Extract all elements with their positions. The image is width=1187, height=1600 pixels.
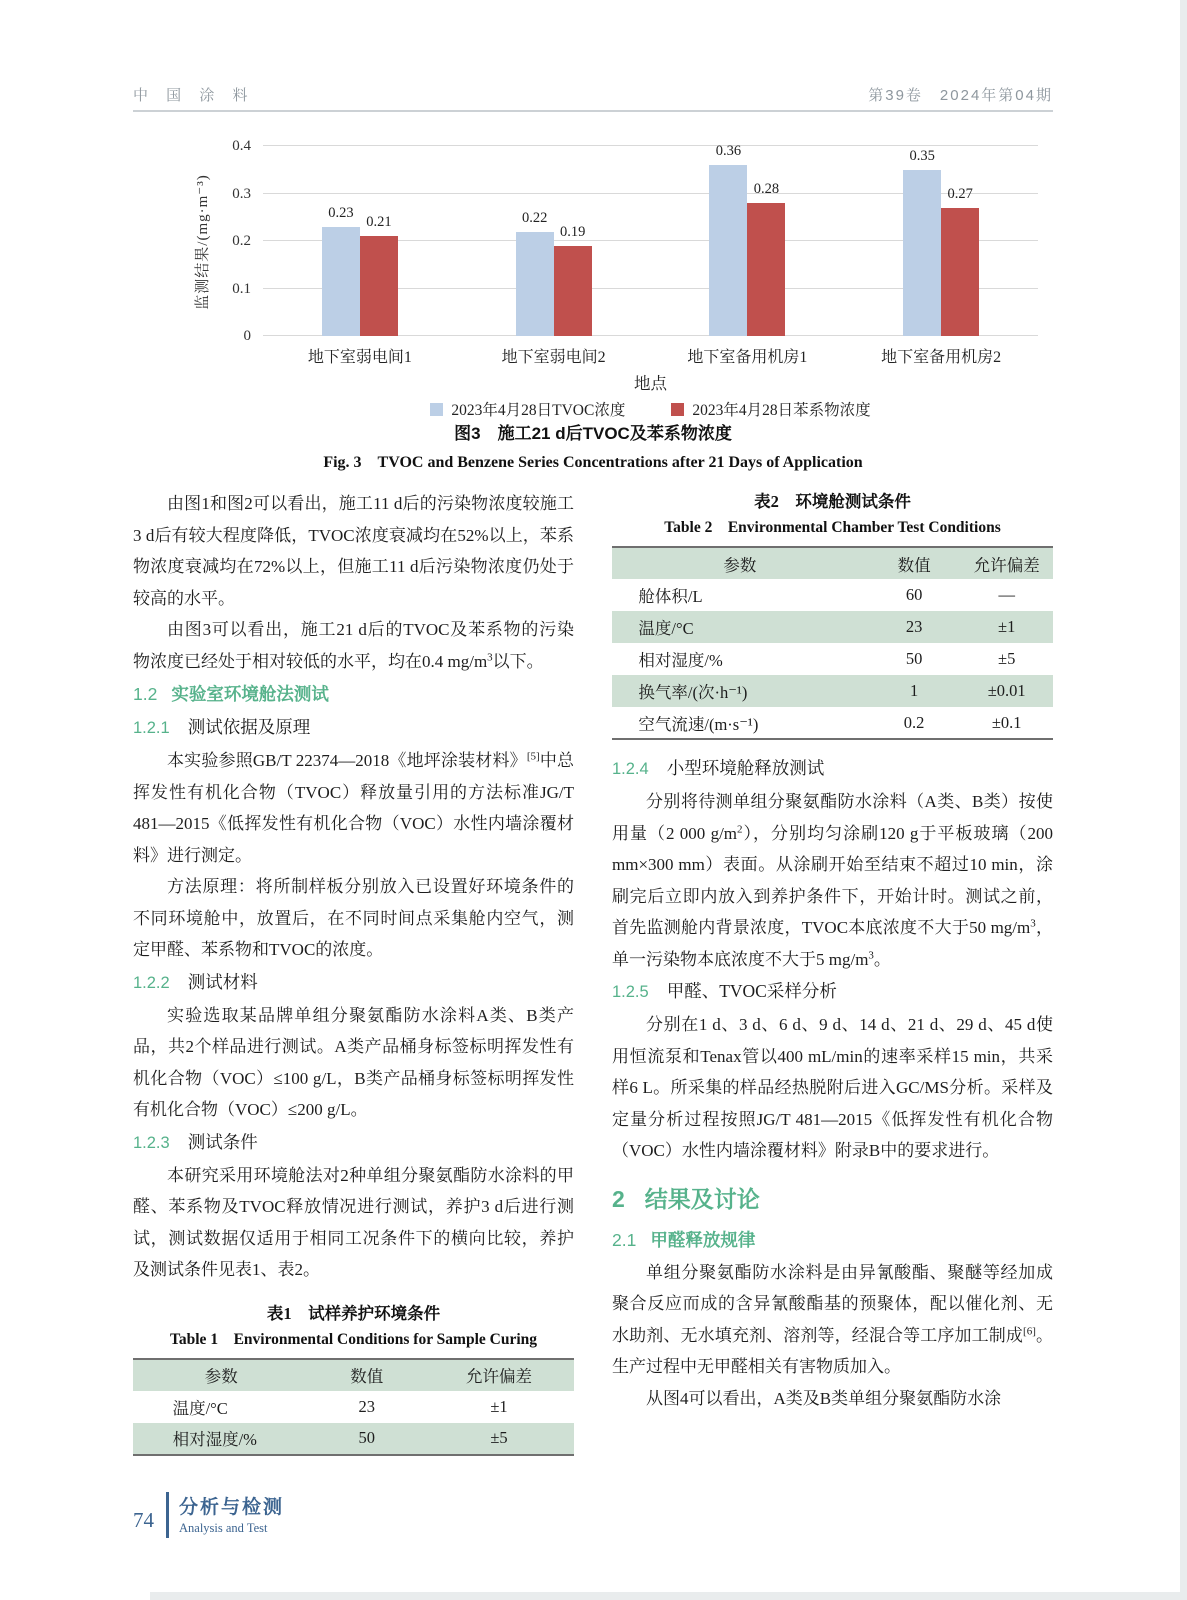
bar-series-1 [322,227,360,336]
paragraph: 从图4可以看出，A类及B类单组分聚氨酯防水涂 [646,1388,1002,1408]
table2 [612,546,1053,740]
x-tick-label: 地下室备用机房1 [687,349,808,366]
chart-y-axis-title: 监测结果/(mg·m⁻³) [195,174,211,310]
table-header-row: 参数 数值 允许偏差 [612,547,1053,579]
bar-value-label: 0.22 [521,209,548,226]
y-tick-label: 0.1 [232,280,251,297]
table2-caption-en: Table 2 Environmental Chamber Test Conditions [664,519,1001,536]
page-footer [133,1492,284,1538]
table-row: 温度/°C 23 ±1 [172,1396,508,1418]
body-columns [133,488,1053,1456]
y-tick-label: 0 [243,328,251,344]
paragraph: 单组分聚氨酯防水涂料是由异氰酸酯、聚醚等经加成聚合反应而成的含异氰酸酯基的预聚体，配以催化剂、无水助剂、无水填充剂、溶剂等，经混合等工序加工制成[6]。生产过程中无甲醛相关有害物质加入。 [612,1262,1054,1376]
paragraph: 由图3可以看出，施工21 d后的TVOC及苯系物的污染物浓度已经处于相对较低的水平，均在0.4 $mg/m^3$以下。 [133,620,574,671]
page-number: 74 [133,1507,154,1532]
bar-value-label: 0.23 [328,204,354,221]
chart-gridline [263,145,1038,146]
legend-swatch-1 [430,403,443,416]
table-row: 相对湿度/% 50 ±5 [133,1423,574,1455]
y-tick-label: 0.2 [232,233,251,249]
table-row: 相对湿度/% 50 ±5 [638,649,1016,670]
bar-series-2 [941,208,979,336]
figure-caption-en: Fig. 3 TVOC and Benzene Series Concentrations after 21 Days of Application [323,454,863,471]
paragraph: 实验选取某品牌单组分聚氨酯防水涂料A类、B类产品，共2个样品进行测试。A类产品桶身标签标明挥发性有机化合物（VOC）≤100 g/L，B类产品桶身标签标明挥发性有机化合物（VOC）≤200 g/L。 [133,1005,574,1119]
table-row: 空气流速/(m·s⁻¹) 0.2 ±0.1 [638,712,1022,734]
paragraph: 本研究采用环境舱法对2种单组分聚氨酯防水涂料的甲醛、苯系物及TVOC释放情况进行测试，养护3 d后进行测试，测试数据仅适用于相同工况条件下的横向比较，养护及测试条件见表1、表2。 [133,1165,574,1279]
bar-value-label: 0.28 [753,181,780,197]
bar-series-2 [747,203,785,336]
section-heading-1-2-1: 1.2.1 测试依据及原理 [133,717,311,737]
chart-x-ticks [263,344,1038,368]
bar-value-label: 0.35 [909,147,935,164]
legend-item [430,398,625,420]
journal-name: 中 国 涂 料 [133,87,255,104]
footer-section-zh: 分析与检测 [179,1496,285,1518]
paragraph: 方法原理：将所制样板分别放入已设置好环境条件的不同环境舱中，放置后，在不同时间点采集舱内空气，测定甲醛、苯系物和TVOC的浓度。 [133,877,574,959]
footer-section [179,1495,284,1536]
bar-value-label: 0.36 [715,143,742,159]
x-tick-label: 地下室弱电间2 [501,349,606,366]
section-heading-1-2-3: 1.2.3 测试条件 [133,1131,258,1152]
section-heading-1-2-4: 1.2.4 小型环境舱释放测试 [612,758,825,778]
left-column [133,488,574,1456]
table-header-row: 参数 数值 允许偏差 [133,1359,574,1391]
paragraph: 由图1和图2可以看出，施工11 d后的污染物浓度较施工3 d后有较大程度降低，TVOC浓度衰减均在52%以上，苯系物浓度衰减均在72%以上，但施工11 d后污染物浓度仍处于较高的水平。 [133,494,574,608]
footer-section-en: Analysis and Test [179,1520,268,1535]
x-tick-label: 地下室备用机房2 [881,349,1002,366]
section-heading-1-2: 1.2 实验室环境舱法测试 [133,684,329,704]
bar-series-2 [360,236,398,336]
chart-plot [195,138,1038,344]
table1-caption-zh: 表1 试样养护环境条件 [266,1303,441,1323]
footer-divider [166,1492,169,1538]
table2-caption-zh: 表2 环境舱测试条件 [754,492,911,511]
section-heading-2-1: 2.1 甲醛释放规律 [612,1229,756,1250]
right-column [612,488,1053,1456]
section-heading-1-2-2: 1.2.2 测试材料 [133,971,258,992]
paragraph: 分别将待测单组分聚氨酯防水涂料（A类、B类）按使用量（2 000 $g/m^2$），分别均匀涂刷120 g于平板玻璃（200 mm×300 mm）表面。从涂刷开始至结束不超过10 min，涂刷完后立即内放入到养护条件下，开始计时。测试之前，首先监测舱内背景浓度，TVOC本底浓度不大于50 $mg/m^3$，单一污染物本底浓度不大于5 $mg/m^3$。 [612,792,1054,969]
y-tick-label: 0.4 [232,138,251,154]
chart-x-axis-title: 地点 [634,374,667,393]
legend-item [671,398,870,420]
paragraph: 分别在1 d、3 d、6 d、9 d、14 d、21 d、29 d、45 d使用恒流泵和Tenax管以400 mL/min的速率采样15 min，共采样6 L。所采集的样品经热脱附后进入GC/MS分析。采样及定量分析过程按照JG/T 481—2015《低挥发性有机化合物（VOC）水性内墙涂覆材料》附录B中的要求进行。 [612,1015,1053,1160]
chart-legend [263,398,1038,420]
section-heading-1-2-5: 1.2.5 甲醛、TVOC采样分析 [612,981,837,1001]
table-row: 舱体积/L 60 — [638,585,1015,606]
page-header [133,84,1053,112]
bar-series-2 [554,246,592,336]
legend-label: 2023年4月28日TVOC浓度 [451,402,626,419]
issue-info: 第39卷 2024年第04期 [868,87,1053,104]
bar-value-label: 0.19 [559,223,586,240]
bar-value-label: 0.27 [947,185,973,202]
scan-edge-right [1180,0,1187,1600]
legend-label: 2023年4月28日苯系物浓度 [692,402,871,419]
paragraph: 本实验参照GB/T 22374—2018《地坪涂装材料》[5]中总挥发性有机化合物（TVOC）释放量引用的方法标准JG/T 481—2015《低挥发性有机化合物（VOC）水性内墙涂覆材料》进行测定。 [133,750,574,865]
legend-swatch-2 [671,403,684,416]
scan-edge-bottom [150,1592,1187,1600]
section-heading-2: 2 结果及讨论 [612,1185,760,1212]
bar-series-1 [516,232,554,337]
table1 [133,1358,574,1456]
bar-value-label: 0.21 [366,214,392,231]
table-row: 温度/°C 23 ±1 [612,611,1053,643]
x-tick-label: 地下室弱电间1 [307,349,412,366]
figure3-chart [133,122,1053,482]
figure-caption-zh: 图3 施工21 d后TVOC及苯系物浓度 [454,424,732,443]
table-row: 换气率/(次·h⁻¹) 1 ±0.01 [612,675,1053,707]
y-tick-label: 0.3 [232,185,251,202]
table1-caption-en: Table 1 Environmental Conditions for Sample Curing [169,1330,538,1348]
